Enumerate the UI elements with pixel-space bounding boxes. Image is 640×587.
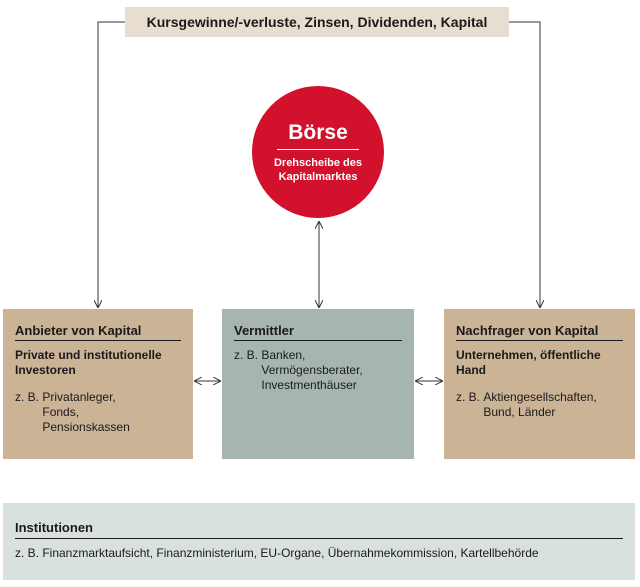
example-item: Aktiengesellschaften, — [483, 390, 597, 404]
exchange-subtitle: Drehscheibe des Kapitalmarktes — [273, 156, 363, 183]
capital-supply-subtitle: Private und institutionelle Investoren — [15, 348, 162, 377]
example-item: Fonds, — [42, 405, 80, 419]
example-item: Pensionskassen — [42, 420, 130, 434]
flow-line-banner-to-supply — [98, 22, 125, 307]
capital-supply-box — [3, 309, 193, 459]
capital-demand-title: Nachfrager von Kapital — [456, 323, 623, 341]
flow-line-banner-to-demand — [509, 22, 540, 307]
exchange-circle — [252, 86, 384, 218]
capital-supply-title: Anbieter von Kapital — [15, 323, 181, 341]
institutions-title: Institutionen — [15, 520, 623, 539]
example-prefix: z. B. — [15, 390, 40, 404]
example-item: Investmenthäuser — [261, 378, 357, 392]
example-item: Banken, — [261, 348, 306, 362]
institutions-box — [3, 503, 635, 580]
intermediary-examples — [234, 348, 402, 393]
example-item: Vermögensberater, — [261, 363, 363, 377]
capital-supply-examples — [15, 390, 181, 435]
capital-demand-subtitle: Unternehmen, öffentliche Hand — [456, 348, 601, 377]
intermediary-title: Vermittler — [234, 323, 402, 341]
capital-demand-examples — [456, 390, 623, 420]
capital-demand-box — [444, 309, 635, 459]
example-prefix: z. B. — [456, 390, 481, 404]
example-item: Bund, Länder — [483, 405, 556, 419]
example-prefix: z. B. — [234, 348, 259, 362]
example-item: Privatanleger, — [42, 390, 116, 404]
returns-banner — [125, 7, 509, 37]
returns-banner-label: Kursgewinne/-verluste, Zinsen, Dividenden, Kapital — [146, 14, 488, 30]
intermediary-box — [222, 309, 414, 459]
institutions-text: z. B. Finanzmarktaufsicht, Finanzministerium, EU-Organe, Übernahmekommission, Kartellbehörde — [15, 546, 539, 560]
exchange-title: Börse — [277, 121, 359, 150]
